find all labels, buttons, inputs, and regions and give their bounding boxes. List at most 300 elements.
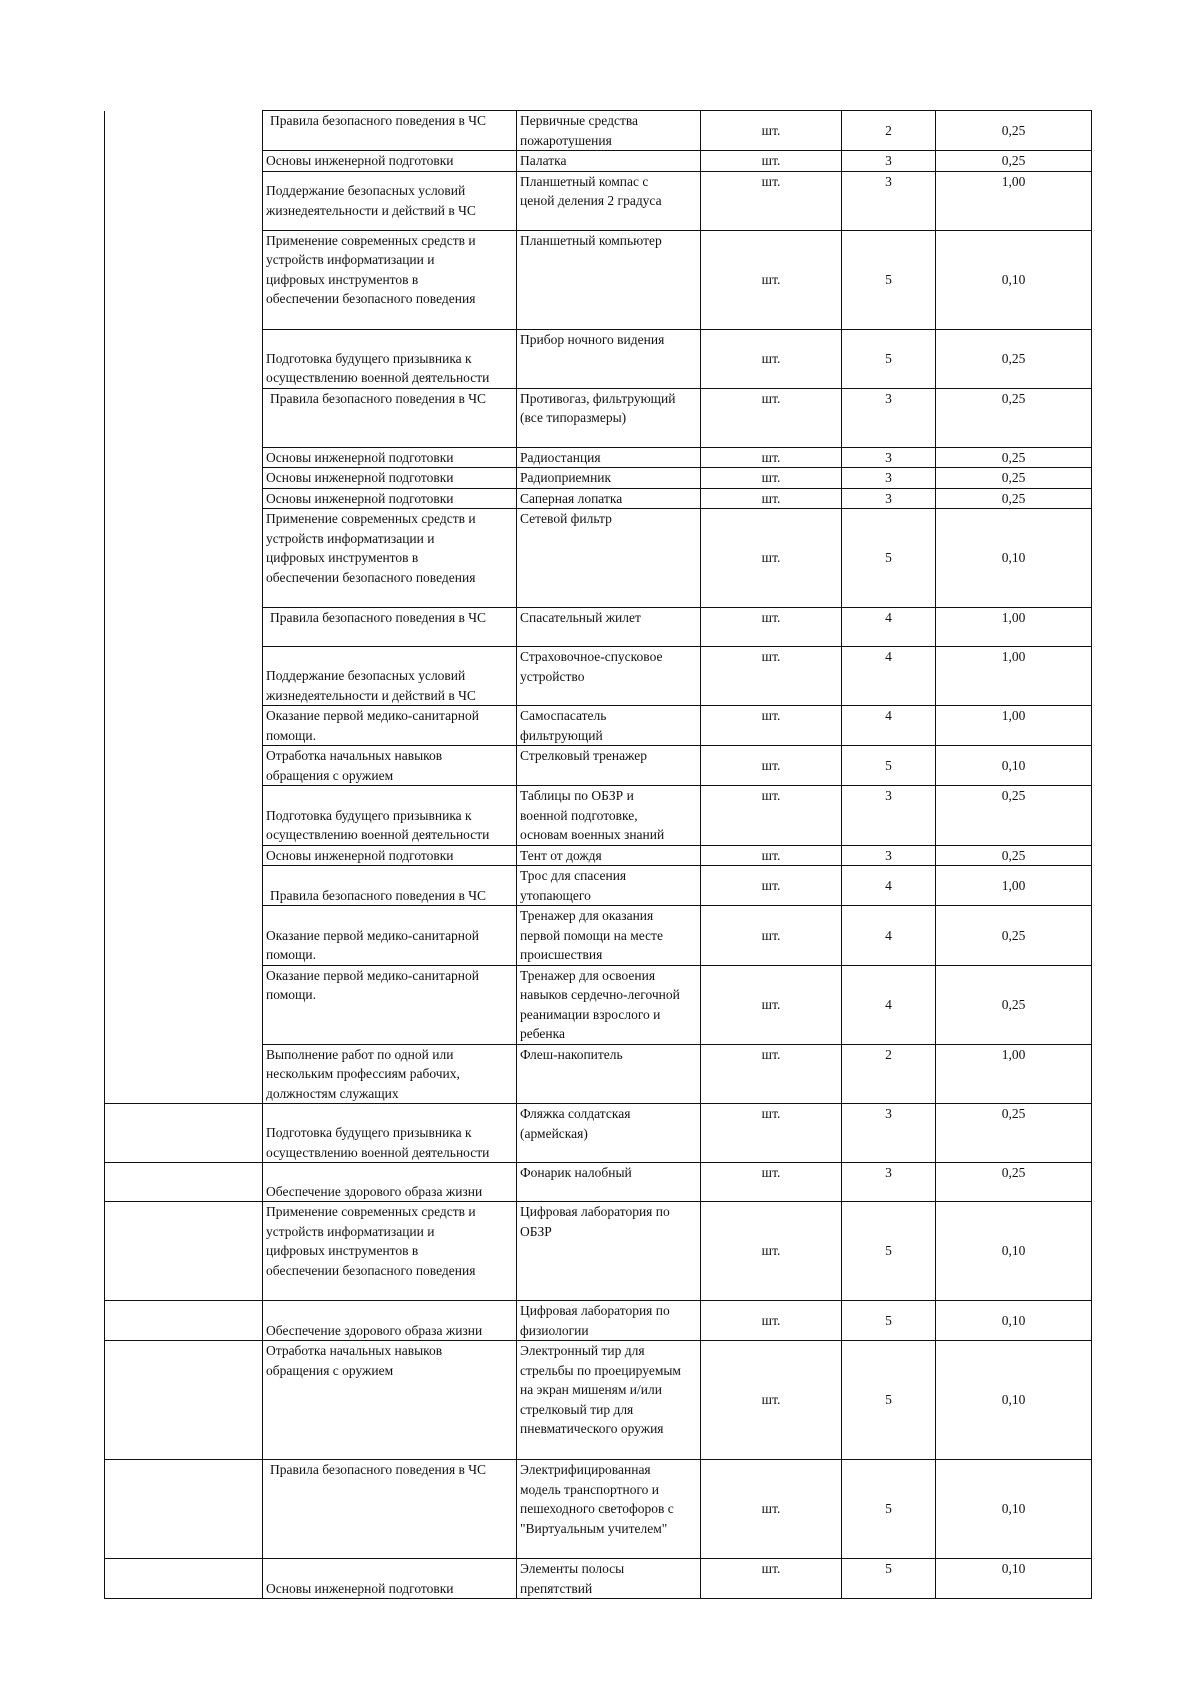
item-cell-text: Фляжка солдатская (армейская) bbox=[520, 1106, 631, 1141]
coefficient-cell bbox=[936, 230, 1092, 329]
quantity-cell-text: 4 bbox=[885, 927, 892, 943]
unit-cell bbox=[701, 388, 842, 447]
section-cell-text: Правила безопасного поведения в ЧС bbox=[270, 390, 487, 406]
unit-cell bbox=[701, 1301, 842, 1341]
unit-cell-text: шт. bbox=[761, 708, 781, 723]
item-cell-text: Сетевой фильтр bbox=[520, 511, 612, 526]
item-cell-text: Стрелковый тренажер bbox=[520, 748, 647, 763]
section-cell-text: Оказание первой медико-санитарной помощи. bbox=[266, 708, 480, 743]
coefficient-cell bbox=[936, 706, 1092, 746]
section-cell bbox=[263, 866, 517, 906]
quantity-cell bbox=[842, 746, 936, 786]
item-cell bbox=[517, 329, 701, 388]
table-row bbox=[105, 965, 1092, 1044]
quantity-cell bbox=[842, 468, 936, 489]
section-cell-text: Обеспечение здорового образа жизни bbox=[266, 1183, 483, 1199]
coefficient-cell-text: 0,25 bbox=[1001, 1106, 1026, 1121]
item-cell-text: Радиостанция bbox=[520, 449, 601, 465]
quantity-cell-text: 5 bbox=[885, 350, 892, 366]
section-cell bbox=[263, 647, 517, 706]
item-cell bbox=[517, 1044, 701, 1104]
section-cell bbox=[263, 1341, 517, 1460]
blank-cell bbox=[105, 1559, 263, 1599]
item-cell bbox=[517, 1559, 701, 1599]
quantity-cell-text: 4 bbox=[885, 610, 892, 625]
item-cell-text: Страховочное-спусковое устройство bbox=[520, 649, 663, 684]
item-cell-text: Электронный тир для стрельбы по проецируемым на экран мишеням и/или стрелковый тир для пневматического оружия bbox=[520, 1343, 681, 1436]
blank-cell bbox=[105, 1163, 263, 1202]
item-cell-text: Первичные средства пожаротушения bbox=[520, 113, 639, 148]
coefficient-cell bbox=[936, 1341, 1092, 1460]
blank-cell bbox=[105, 388, 263, 447]
table-row bbox=[105, 388, 1092, 447]
coefficient-cell-text: 1,00 bbox=[1001, 708, 1026, 723]
section-cell-text: Основы инженерной подготовки bbox=[266, 490, 454, 506]
table-row bbox=[105, 1301, 1092, 1341]
coefficient-cell bbox=[936, 388, 1092, 447]
table-row bbox=[105, 706, 1092, 746]
table-row bbox=[105, 906, 1092, 966]
unit-cell bbox=[701, 608, 842, 647]
quantity-cell bbox=[842, 1460, 936, 1559]
quantity-cell bbox=[842, 1341, 936, 1460]
coefficient-cell-text: 0,25 bbox=[1001, 390, 1026, 406]
table-row bbox=[105, 1341, 1092, 1460]
unit-cell-text: шт. bbox=[761, 350, 781, 366]
item-cell-text: Палатка bbox=[520, 153, 567, 168]
unit-cell bbox=[701, 1044, 842, 1104]
unit-cell-text: шт. bbox=[761, 449, 781, 465]
unit-cell-text: шт. bbox=[761, 153, 781, 168]
table-row bbox=[105, 111, 1092, 151]
section-cell bbox=[263, 746, 517, 786]
quantity-cell-text: 5 bbox=[885, 1501, 892, 1517]
item-cell bbox=[517, 468, 701, 489]
blank-cell bbox=[105, 468, 263, 489]
table-row bbox=[105, 230, 1092, 329]
blank-cell bbox=[105, 111, 263, 151]
item-cell-text: Электрифицированная модель транспортного и пешеходного светофоров с "Виртуальным учителем" bbox=[520, 1462, 674, 1536]
unit-cell bbox=[701, 230, 842, 329]
unit-cell-text: шт. bbox=[761, 757, 781, 773]
unit-cell bbox=[701, 509, 842, 608]
quantity-cell-text: 5 bbox=[885, 550, 892, 566]
coefficient-cell-text: 0,25 bbox=[1001, 350, 1026, 366]
coefficient-cell-text: 0,10 bbox=[1001, 1561, 1026, 1576]
coefficient-cell-text: 1,00 bbox=[1001, 610, 1026, 625]
section-cell bbox=[263, 1202, 517, 1301]
equipment-table bbox=[104, 110, 1092, 1599]
quantity-cell-text: 2 bbox=[885, 1046, 892, 1062]
quantity-cell bbox=[842, 1163, 936, 1202]
section-cell-text: Применение современных средств и устройств информатизации и цифровых инструментов в обеспечении безопасного поведения bbox=[266, 232, 476, 306]
table-row bbox=[105, 647, 1092, 706]
item-cell-text: Радиоприемник bbox=[520, 470, 612, 485]
coefficient-cell bbox=[936, 965, 1092, 1044]
coefficient-cell-text: 0,25 bbox=[1001, 122, 1026, 138]
table-row bbox=[105, 1044, 1092, 1104]
section-cell bbox=[263, 706, 517, 746]
coefficient-cell-text: 0,25 bbox=[1001, 847, 1026, 863]
table-row bbox=[105, 468, 1092, 489]
coefficient-cell bbox=[936, 447, 1092, 468]
section-cell bbox=[263, 965, 517, 1044]
section-cell-text: Подготовка будущего призывника к осуществлению военной деятельности bbox=[266, 1125, 490, 1160]
item-cell-text: Цифровая лаборатория по ОБЗР bbox=[520, 1204, 670, 1239]
coefficient-cell-text: 0,25 bbox=[1001, 470, 1026, 485]
equipment-table-body bbox=[105, 111, 1092, 1599]
blank-cell bbox=[105, 1301, 263, 1341]
unit-cell bbox=[701, 706, 842, 746]
unit-cell bbox=[701, 1559, 842, 1599]
unit-cell-text: шт. bbox=[761, 927, 781, 943]
quantity-cell bbox=[842, 1104, 936, 1163]
unit-cell-text: шт. bbox=[761, 550, 781, 566]
section-cell bbox=[263, 1104, 517, 1163]
unit-cell bbox=[701, 468, 842, 489]
section-cell bbox=[263, 786, 517, 846]
quantity-cell bbox=[842, 488, 936, 509]
quantity-cell bbox=[842, 647, 936, 706]
quantity-cell bbox=[842, 111, 936, 151]
blank-cell bbox=[105, 906, 263, 966]
unit-cell-text: шт. bbox=[761, 470, 781, 485]
quantity-cell-text: 4 bbox=[885, 708, 892, 723]
unit-cell-text: шт. bbox=[761, 271, 781, 287]
quantity-cell bbox=[842, 786, 936, 846]
section-cell-text: Применение современных средств и устройств информатизации и цифровых инструментов в обеспечении безопасного поведения bbox=[266, 511, 476, 585]
unit-cell bbox=[701, 171, 842, 230]
blank-cell bbox=[105, 509, 263, 608]
table-row bbox=[105, 1460, 1092, 1559]
blank-cell bbox=[105, 866, 263, 906]
coefficient-cell bbox=[936, 1044, 1092, 1104]
item-cell-text: Цифровая лаборатория по физиологии bbox=[520, 1303, 670, 1338]
unit-cell-text: шт. bbox=[761, 996, 781, 1012]
coefficient-cell-text: 1,00 bbox=[1001, 877, 1026, 893]
blank-cell bbox=[105, 1460, 263, 1559]
item-cell-text: Трос для спасения утопающего bbox=[520, 868, 627, 903]
unit-cell-text: шт. bbox=[761, 788, 781, 803]
blank-cell bbox=[105, 1341, 263, 1460]
coefficient-cell bbox=[936, 468, 1092, 489]
section-cell-text: Подготовка будущего призывника к осуществлению военной деятельности bbox=[266, 350, 490, 385]
item-cell-text: Спасательный жилет bbox=[520, 610, 641, 625]
blank-cell bbox=[105, 786, 263, 846]
section-cell-text: Основы инженерной подготовки bbox=[266, 449, 454, 465]
coefficient-cell-text: 0,25 bbox=[1001, 1165, 1026, 1180]
quantity-cell-text: 3 bbox=[885, 490, 892, 506]
blank-cell bbox=[105, 230, 263, 329]
section-cell bbox=[263, 488, 517, 509]
coefficient-cell bbox=[936, 111, 1092, 151]
unit-cell-text: шт. bbox=[761, 1312, 781, 1328]
item-cell-text: Тренажер для освоения навыков сердечно-легочной реанимации взрослого и ребенка bbox=[520, 967, 680, 1041]
section-cell-text: Основы инженерной подготовки bbox=[266, 470, 454, 485]
item-cell bbox=[517, 488, 701, 509]
section-cell bbox=[263, 608, 517, 647]
unit-cell-text: шт. bbox=[761, 610, 781, 625]
quantity-cell-text: 2 bbox=[885, 122, 892, 138]
table-row bbox=[105, 171, 1092, 230]
quantity-cell bbox=[842, 230, 936, 329]
unit-cell-text: шт. bbox=[761, 390, 781, 406]
section-cell-text: Основы инженерной подготовки bbox=[266, 1580, 454, 1596]
coefficient-cell-text: 0,10 bbox=[1001, 1312, 1026, 1328]
section-cell bbox=[263, 1163, 517, 1202]
section-cell-text: Подготовка будущего призывника к осуществлению военной деятельности bbox=[266, 807, 490, 842]
unit-cell-text: шт. bbox=[761, 847, 781, 863]
section-cell-text: Поддержание безопасных условий жизнедеятельности и действий в ЧС bbox=[266, 668, 476, 703]
blank-cell bbox=[105, 151, 263, 172]
quantity-cell bbox=[842, 447, 936, 468]
quantity-cell-text: 3 bbox=[885, 1165, 892, 1180]
unit-cell-text: шт. bbox=[761, 1106, 781, 1121]
blank-cell bbox=[105, 706, 263, 746]
quantity-cell bbox=[842, 1301, 936, 1341]
item-cell-text: Элементы полосы препятствий bbox=[520, 1561, 625, 1596]
unit-cell bbox=[701, 1202, 842, 1301]
quantity-cell-text: 5 bbox=[885, 1243, 892, 1259]
coefficient-cell bbox=[936, 1163, 1092, 1202]
quantity-cell bbox=[842, 388, 936, 447]
coefficient-cell-text: 0,10 bbox=[1001, 1501, 1026, 1517]
unit-cell bbox=[701, 845, 842, 866]
table-row bbox=[105, 151, 1092, 172]
table-row bbox=[105, 1202, 1092, 1301]
quantity-cell bbox=[842, 845, 936, 866]
unit-cell-text: шт. bbox=[761, 649, 781, 664]
quantity-cell-text: 5 bbox=[885, 757, 892, 773]
item-cell bbox=[517, 111, 701, 151]
coefficient-cell-text: 0,10 bbox=[1001, 550, 1026, 566]
coefficient-cell-text: 0,10 bbox=[1001, 757, 1026, 773]
unit-cell bbox=[701, 647, 842, 706]
coefficient-cell bbox=[936, 906, 1092, 966]
item-cell bbox=[517, 746, 701, 786]
table-row bbox=[105, 488, 1092, 509]
blank-cell bbox=[105, 1202, 263, 1301]
item-cell bbox=[517, 388, 701, 447]
quantity-cell-text: 5 bbox=[885, 1561, 892, 1576]
quantity-cell bbox=[842, 171, 936, 230]
blank-cell bbox=[105, 608, 263, 647]
quantity-cell bbox=[842, 329, 936, 388]
item-cell bbox=[517, 1202, 701, 1301]
item-cell-text: Саперная лопатка bbox=[520, 490, 623, 506]
table-row bbox=[105, 329, 1092, 388]
table-row bbox=[105, 786, 1092, 846]
quantity-cell bbox=[842, 1559, 936, 1599]
coefficient-cell-text: 0,25 bbox=[1001, 927, 1026, 943]
item-cell bbox=[517, 1301, 701, 1341]
unit-cell bbox=[701, 151, 842, 172]
section-cell bbox=[263, 447, 517, 468]
coefficient-cell bbox=[936, 1104, 1092, 1163]
section-cell bbox=[263, 230, 517, 329]
item-cell bbox=[517, 608, 701, 647]
coefficient-cell-text: 0,10 bbox=[1001, 1243, 1026, 1259]
coefficient-cell bbox=[936, 746, 1092, 786]
unit-cell bbox=[701, 447, 842, 468]
coefficient-cell bbox=[936, 608, 1092, 647]
quantity-cell-text: 4 bbox=[885, 649, 892, 664]
coefficient-cell-text: 0,25 bbox=[1001, 153, 1026, 168]
blank-cell bbox=[105, 171, 263, 230]
coefficient-cell-text: 0,25 bbox=[1001, 788, 1026, 803]
blank-cell bbox=[105, 488, 263, 509]
quantity-cell-text: 3 bbox=[885, 788, 892, 803]
coefficient-cell bbox=[936, 647, 1092, 706]
item-cell bbox=[517, 1104, 701, 1163]
table-row bbox=[105, 1163, 1092, 1202]
item-cell bbox=[517, 965, 701, 1044]
unit-cell-text: шт. bbox=[761, 1561, 781, 1576]
coefficient-cell bbox=[936, 1559, 1092, 1599]
item-cell bbox=[517, 706, 701, 746]
item-cell bbox=[517, 866, 701, 906]
quantity-cell-text: 3 bbox=[885, 470, 892, 485]
section-cell-text: Оказание первой медико-санитарной помощи. bbox=[266, 967, 480, 1002]
quantity-cell-text: 3 bbox=[885, 1106, 892, 1121]
item-cell-text: Таблицы по ОБЗР и военной подготовке, основам военных знаний bbox=[520, 788, 665, 842]
quantity-cell bbox=[842, 906, 936, 966]
coefficient-cell bbox=[936, 1301, 1092, 1341]
section-cell-text: Основы инженерной подготовки bbox=[266, 847, 454, 863]
section-cell-text: Отработка начальных навыков обращения с оружием bbox=[266, 748, 443, 783]
item-cell bbox=[517, 171, 701, 230]
quantity-cell bbox=[842, 151, 936, 172]
coefficient-cell bbox=[936, 845, 1092, 866]
section-cell-text: Обеспечение здорового образа жизни bbox=[266, 1322, 483, 1338]
section-cell bbox=[263, 468, 517, 489]
section-cell-text: Отработка начальных навыков обращения с оружием bbox=[266, 1343, 443, 1378]
coefficient-cell bbox=[936, 151, 1092, 172]
item-cell bbox=[517, 845, 701, 866]
section-cell bbox=[263, 171, 517, 230]
coefficient-cell bbox=[936, 1460, 1092, 1559]
blank-cell bbox=[105, 1044, 263, 1104]
item-cell-text: Противогаз, фильтрующий (все типоразмеры) bbox=[520, 390, 676, 425]
quantity-cell bbox=[842, 608, 936, 647]
coefficient-cell bbox=[936, 171, 1092, 230]
item-cell-text: Флеш-накопитель bbox=[520, 1046, 623, 1062]
quantity-cell-text: 3 bbox=[885, 449, 892, 465]
unit-cell bbox=[701, 1341, 842, 1460]
unit-cell bbox=[701, 866, 842, 906]
blank-cell bbox=[105, 746, 263, 786]
coefficient-cell bbox=[936, 488, 1092, 509]
blank-cell bbox=[105, 1104, 263, 1163]
section-cell bbox=[263, 1044, 517, 1104]
unit-cell-text: шт. bbox=[761, 1392, 781, 1408]
section-cell bbox=[263, 845, 517, 866]
item-cell bbox=[517, 447, 701, 468]
section-cell bbox=[263, 388, 517, 447]
section-cell bbox=[263, 329, 517, 388]
quantity-cell-text: 5 bbox=[885, 271, 892, 287]
table-row bbox=[105, 1559, 1092, 1599]
coefficient-cell-text: 0,25 bbox=[1001, 996, 1026, 1012]
item-cell bbox=[517, 1163, 701, 1202]
section-cell-text: Применение современных средств и устройств информатизации и цифровых инструментов в обеспечении безопасного поведения bbox=[266, 1204, 476, 1278]
coefficient-cell-text: 0,10 bbox=[1001, 1392, 1026, 1408]
section-cell-text: Правила безопасного поведения в ЧС bbox=[270, 1462, 487, 1477]
quantity-cell-text: 5 bbox=[885, 1312, 892, 1328]
item-cell bbox=[517, 509, 701, 608]
item-cell-text: Тент от дождя bbox=[520, 847, 602, 863]
coefficient-cell bbox=[936, 329, 1092, 388]
item-cell-text: Прибор ночного видения bbox=[520, 331, 665, 347]
section-cell bbox=[263, 509, 517, 608]
section-cell-text: Поддержание безопасных условий жизнедеятельности и действий в ЧС bbox=[266, 183, 476, 218]
quantity-cell-text: 5 bbox=[885, 1392, 892, 1408]
unit-cell-text: шт. bbox=[761, 122, 781, 138]
quantity-cell bbox=[842, 1044, 936, 1104]
quantity-cell-text: 3 bbox=[885, 153, 892, 168]
coefficient-cell-text: 0,10 bbox=[1001, 271, 1026, 287]
blank-cell bbox=[105, 329, 263, 388]
unit-cell bbox=[701, 329, 842, 388]
quantity-cell-text: 3 bbox=[885, 390, 892, 406]
unit-cell-text: шт. bbox=[761, 877, 781, 893]
section-cell-text: Правила безопасного поведения в ЧС bbox=[270, 887, 487, 903]
item-cell-text: Планшетный компьютер bbox=[520, 232, 662, 248]
item-cell bbox=[517, 1341, 701, 1460]
coefficient-cell bbox=[936, 866, 1092, 906]
item-cell-text: Самоспасатель фильтрующий bbox=[520, 708, 607, 743]
item-cell bbox=[517, 151, 701, 172]
coefficient-cell bbox=[936, 786, 1092, 846]
unit-cell-text: шт. bbox=[761, 1501, 781, 1517]
item-cell bbox=[517, 647, 701, 706]
table-row bbox=[105, 509, 1092, 608]
section-cell bbox=[263, 906, 517, 966]
item-cell bbox=[517, 230, 701, 329]
quantity-cell bbox=[842, 866, 936, 906]
table-row bbox=[105, 447, 1092, 468]
item-cell bbox=[517, 786, 701, 846]
table-row bbox=[105, 866, 1092, 906]
quantity-cell-text: 4 bbox=[885, 996, 892, 1012]
quantity-cell bbox=[842, 706, 936, 746]
quantity-cell bbox=[842, 509, 936, 608]
item-cell bbox=[517, 906, 701, 966]
table-row bbox=[105, 845, 1092, 866]
item-cell-text: Планшетный компас с ценой деления 2 градуса bbox=[520, 173, 662, 208]
unit-cell bbox=[701, 1104, 842, 1163]
coefficient-cell bbox=[936, 509, 1092, 608]
quantity-cell bbox=[842, 1202, 936, 1301]
section-cell-text: Оказание первой медико-санитарной помощи. bbox=[266, 927, 480, 962]
table-row bbox=[105, 608, 1092, 647]
section-cell-text: Выполнение работ по одной или нескольким профессиям рабочих, должностям служащих bbox=[266, 1046, 460, 1101]
coefficient-cell-text: 0,25 bbox=[1001, 490, 1026, 506]
section-cell bbox=[263, 151, 517, 172]
unit-cell bbox=[701, 1460, 842, 1559]
quantity-cell-text: 3 bbox=[885, 847, 892, 863]
coefficient-cell-text: 1,00 bbox=[1001, 649, 1026, 664]
coefficient-cell-text: 1,00 bbox=[1001, 173, 1026, 189]
unit-cell bbox=[701, 488, 842, 509]
blank-cell bbox=[105, 447, 263, 468]
section-cell bbox=[263, 111, 517, 151]
item-cell-text: Тренажер для оказания первой помощи на месте происшествия bbox=[520, 908, 663, 962]
item-cell bbox=[517, 1460, 701, 1559]
section-cell bbox=[263, 1559, 517, 1599]
table-row bbox=[105, 1104, 1092, 1163]
unit-cell bbox=[701, 746, 842, 786]
